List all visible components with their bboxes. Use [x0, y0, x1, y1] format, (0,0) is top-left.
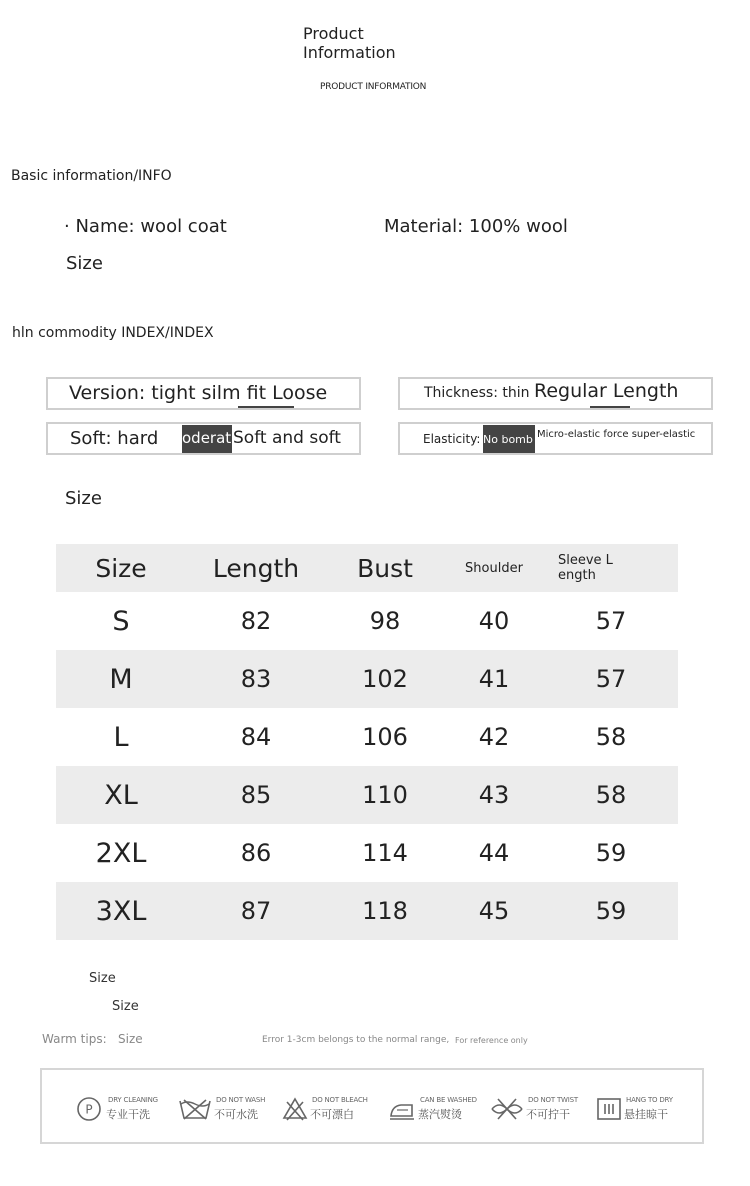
soft-label: Soft: hard [70, 428, 159, 449]
do-not-twist-icon [490, 1096, 524, 1122]
basic-size-label: Size [66, 253, 103, 274]
thickness-label: Thickness: thin [424, 385, 530, 401]
soft-box [46, 422, 361, 455]
table-row [56, 650, 678, 708]
elasticity-selected [483, 425, 535, 453]
cell-length: 82 [240, 607, 272, 635]
care-en: DO NOT WASH [216, 1096, 266, 1104]
cell-bust: 106 [362, 723, 408, 751]
header-shoulder: Shoulder [444, 544, 544, 592]
title-line-2: Information [303, 43, 396, 62]
thickness-indicator [590, 406, 630, 408]
care-zh: 不可拧干 [526, 1108, 570, 1121]
elasticity-other: Micro-elastic force super-elastic [537, 429, 696, 440]
cell-length: 86 [240, 839, 272, 867]
care-zh: 不可水洗 [214, 1108, 258, 1121]
error-note: Error 1-3cm belongs to the normal range, [262, 1035, 450, 1045]
care-zh: 不可漂白 [310, 1108, 354, 1121]
hang-dry-icon [596, 1096, 622, 1122]
table-row [56, 766, 678, 824]
svg-text:P: P [85, 1102, 93, 1117]
soft-other: Soft and soft [233, 428, 341, 448]
cell-shoulder: 40 [478, 607, 510, 635]
warm-tips-size: Size [118, 1032, 143, 1046]
cell-shoulder: 41 [444, 650, 544, 708]
header-size: Size [56, 544, 186, 592]
version-text: Version: tight silm fit Loose [69, 382, 328, 404]
table-row [56, 708, 678, 766]
steam-iron-icon [388, 1096, 416, 1122]
cell-size: L [113, 721, 129, 753]
cell-shoulder: 44 [478, 839, 510, 867]
cell-length: 87 [186, 882, 326, 940]
care-en: DO NOT TWIST [528, 1096, 578, 1104]
care-zh: 悬挂晾干 [624, 1108, 668, 1121]
product-name: · Name: wool coat [64, 216, 227, 237]
product-material: Material: 100% wool [384, 216, 568, 237]
do-not-wash-icon [178, 1096, 212, 1122]
table-row [56, 592, 678, 650]
elasticity-label: Elasticity: [423, 432, 481, 446]
table-row [56, 824, 678, 882]
cell-shoulder: 42 [478, 723, 510, 751]
cell-sleeve: 59 [544, 882, 678, 940]
cell-size: XL [56, 766, 186, 824]
care-instructions-panel [40, 1068, 704, 1144]
basic-info-heading: Basic information/INFO [11, 168, 172, 184]
cell-sleeve: 58 [595, 723, 627, 751]
page-title [303, 24, 396, 62]
size-table [56, 544, 678, 940]
note-size-2: Size [112, 999, 139, 1014]
cell-bust: 98 [369, 607, 401, 635]
warm-tips-label: Warm tips: [42, 1032, 107, 1046]
header-length: Length [186, 544, 326, 592]
do-not-bleach-icon [282, 1096, 308, 1122]
reference-note: For reference only [455, 1036, 528, 1045]
cell-length: 85 [186, 766, 326, 824]
cell-sleeve: 57 [595, 607, 627, 635]
soft-selected-text: oderat [182, 429, 232, 447]
care-zh: 专业干洗 [106, 1108, 150, 1121]
size-heading: Size [65, 488, 102, 509]
note-size-1: Size [89, 971, 116, 986]
cell-size: M [56, 650, 186, 708]
title-line-1: Product [303, 24, 364, 43]
page-subtitle: PRODUCT INFORMATION [320, 82, 427, 92]
header-sleeve-length: Sleeve L ength [544, 544, 678, 592]
cell-size: 3XL [56, 882, 186, 940]
cell-bust: 102 [326, 650, 444, 708]
thickness-box [398, 377, 713, 410]
cell-sleeve: 59 [595, 839, 627, 867]
cell-length: 83 [186, 650, 326, 708]
care-en: DRY CLEANING [108, 1096, 158, 1104]
cell-bust: 114 [362, 839, 408, 867]
elasticity-selected-text: No bomb [483, 433, 533, 446]
dry-cleaning-icon [76, 1096, 102, 1122]
care-en: DO NOT BLEACH [312, 1096, 368, 1104]
version-box [46, 377, 361, 410]
cell-size: 2XL [95, 837, 147, 869]
cell-bust: 118 [326, 882, 444, 940]
cell-length: 84 [240, 723, 272, 751]
elasticity-box [398, 422, 713, 455]
cell-shoulder: 43 [444, 766, 544, 824]
cell-sleeve: 58 [544, 766, 678, 824]
care-zh: 蒸汽熨烫 [418, 1108, 462, 1121]
header-bust: Bust [326, 544, 444, 592]
size-table-header [56, 544, 678, 592]
version-indicator [238, 406, 294, 408]
soft-selected [182, 425, 232, 453]
cell-size: S [112, 605, 130, 637]
care-en: HANG TO DRY [626, 1096, 673, 1104]
care-en: CAN BE WASHED [420, 1096, 477, 1104]
cell-shoulder: 45 [444, 882, 544, 940]
cell-bust: 110 [326, 766, 444, 824]
table-row [56, 882, 678, 940]
commodity-index-heading: hln commodity INDEX/INDEX [12, 325, 214, 341]
thickness-value: Regular Length [534, 380, 679, 402]
cell-sleeve: 57 [544, 650, 678, 708]
